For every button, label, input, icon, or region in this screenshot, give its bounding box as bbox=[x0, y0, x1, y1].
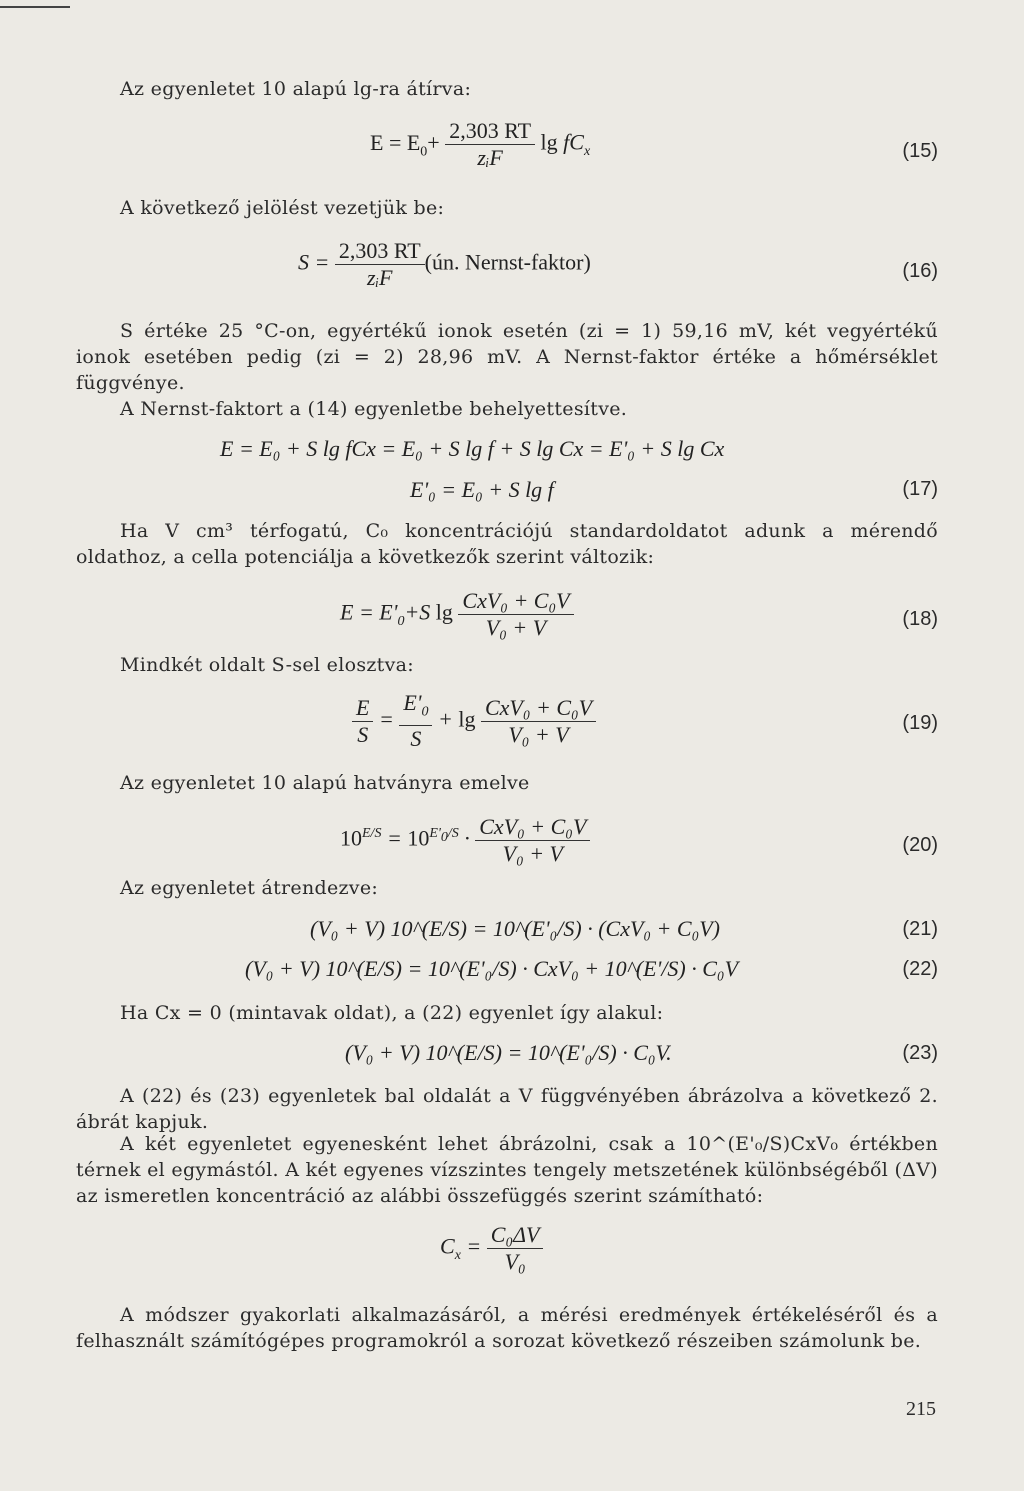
page-number: 215 bbox=[906, 1398, 936, 1420]
paragraph-closing: A módszer gyakorlati alkalmazásáról, a mérési eredmények értékeléséről és a felhasznált számítógépes programokról a sorozat következő részeiben számolunk be. bbox=[76, 1304, 938, 1352]
paragraph-figure: A (22) és (23) egyenletek bal oldalát a V függvényében ábrázolva a következő 2. ábrát kapjuk. bbox=[76, 1085, 938, 1133]
paragraph-notation: A következő jelölést vezetjük be: bbox=[120, 197, 445, 219]
equation-number-20: (20) bbox=[902, 834, 938, 856]
equation-number-17: (17) bbox=[902, 478, 938, 500]
fraction-denominator: zᵢF bbox=[477, 145, 503, 170]
equation-17: E'₀ = E₀ + S lg f bbox=[410, 477, 554, 502]
equation-number-15: (15) bbox=[902, 140, 938, 162]
paragraph-lines: A két egyenletet egyenesként lehet ábrázolni, csak a 10^(E'₀/S)CxV₀ értékben térnek el egymástól. A két egyenes vízszintes tengely metszetének különbségéből (ΔV) az ismeretlen koncentráció az alábbi összefüggés szerint számítható: bbox=[76, 1133, 938, 1207]
equation-20: $10^{E/S} = 10^{E'_0/S}$ · $\frac{\text{CxV₀ + C₀V}}{\text{V₀ + V}}$ bbox=[340, 814, 590, 867]
equation-18: $E = E'_0+S$ lg $\frac{\text{CxV₀ + C₀V}}{\text{V₀ + V}}$ bbox=[340, 588, 574, 641]
nernst-label: (ún. Nernst-faktor) bbox=[424, 249, 591, 275]
equation-number-18: (18) bbox=[902, 608, 938, 630]
equation-15: $E = E_0+$ $\frac{2,303 RT}{\text{zᵢF}}$ $\lg fC_x$ bbox=[370, 118, 591, 170]
equation-22: (V₀ + V) 10^(E/S) = 10^(E'₀/S) · CxV₀ + 10^(E'/S) · C₀V bbox=[245, 956, 739, 981]
equation-number-16: (16) bbox=[902, 260, 938, 282]
equation-16: S = $\frac{2,303 RT}{\text{zᵢF}}$ (ún. Nernst-faktor) bbox=[298, 238, 591, 290]
paragraph-blank: Ha Cx = 0 (mintavak oldat), a (22) egyenlet így alakul: bbox=[120, 1002, 664, 1024]
fraction-numerator: CxV₀ + C₀V bbox=[475, 814, 590, 841]
paragraph-intro: Az egyenletet 10 alapú lg-ra átírva: bbox=[120, 78, 472, 100]
paragraph-power: Az egyenletet 10 alapú hatványra emelve bbox=[120, 772, 530, 794]
paragraph-substitution: A Nernst-faktort a (14) egyenletbe behelyettesítve. bbox=[120, 398, 628, 420]
fraction-denominator: zᵢF bbox=[367, 265, 393, 290]
equation-17a: E = E₀ + S lg fCx = E₀ + S lg f + S lg Cx = E'₀ + S lg Cx bbox=[220, 436, 725, 461]
paragraph-standard: Ha V cm³ térfogatú, C₀ koncentrációjú standardoldatot adunk a mérendő oldathoz, a cella potenciálja a következők szerint változik: bbox=[76, 520, 938, 568]
fraction-numerator: CxV₀ + C₀V bbox=[481, 695, 596, 722]
paragraph-rearrange: Az egyenletet átrendezve: bbox=[120, 877, 379, 899]
equation-19: $\frac{E}{S}$ = $\frac{E'_0}{S}$ + lg $\frac{\text{CxV₀ + C₀V}}{\text{V₀ + V}}$ bbox=[352, 690, 596, 752]
fraction-numerator: 2,303 RT bbox=[335, 238, 425, 265]
fraction-numerator: C₀ΔV bbox=[487, 1222, 544, 1249]
fraction-denominator: V₀ + V bbox=[485, 615, 547, 640]
equation-number-22: (22) bbox=[902, 958, 938, 980]
equation-number-19: (19) bbox=[902, 712, 938, 734]
fraction-numerator: 2,303 RT bbox=[445, 118, 535, 145]
equation-number-23: (23) bbox=[902, 1042, 938, 1064]
paragraph-divide: Mindkét oldalt S-sel elosztva: bbox=[120, 654, 414, 676]
equation-cx: $C_x$ = $\frac{\text{C₀ΔV}}{\text{V₀}}$ bbox=[440, 1222, 543, 1275]
fraction-denominator: V₀ + V bbox=[508, 721, 569, 747]
fraction-denominator: V₀ bbox=[504, 1249, 526, 1274]
top-edge-rule bbox=[0, 6, 70, 8]
paragraph-s-value: S értéke 25 °C-on, egyértékű ionok esetén (zi = 1) 59,16 mV, két vegyértékű ionok esetében pedig (zi = 2) 28,96 mV. A Nernst-faktor értéke a hőmérséklet függvénye. bbox=[76, 320, 938, 394]
equation-number-21: (21) bbox=[902, 918, 938, 940]
fraction-denominator: V₀ + V bbox=[502, 841, 563, 866]
equation-21: (V₀ + V) 10^(E/S) = 10^(E'₀/S) · (CxV₀ + C₀V) bbox=[310, 916, 720, 941]
fraction-numerator: CxV₀ + C₀V bbox=[458, 588, 573, 615]
equation-23: (V₀ + V) 10^(E/S) = 10^(E'₀/S) · C₀V. bbox=[345, 1040, 672, 1065]
